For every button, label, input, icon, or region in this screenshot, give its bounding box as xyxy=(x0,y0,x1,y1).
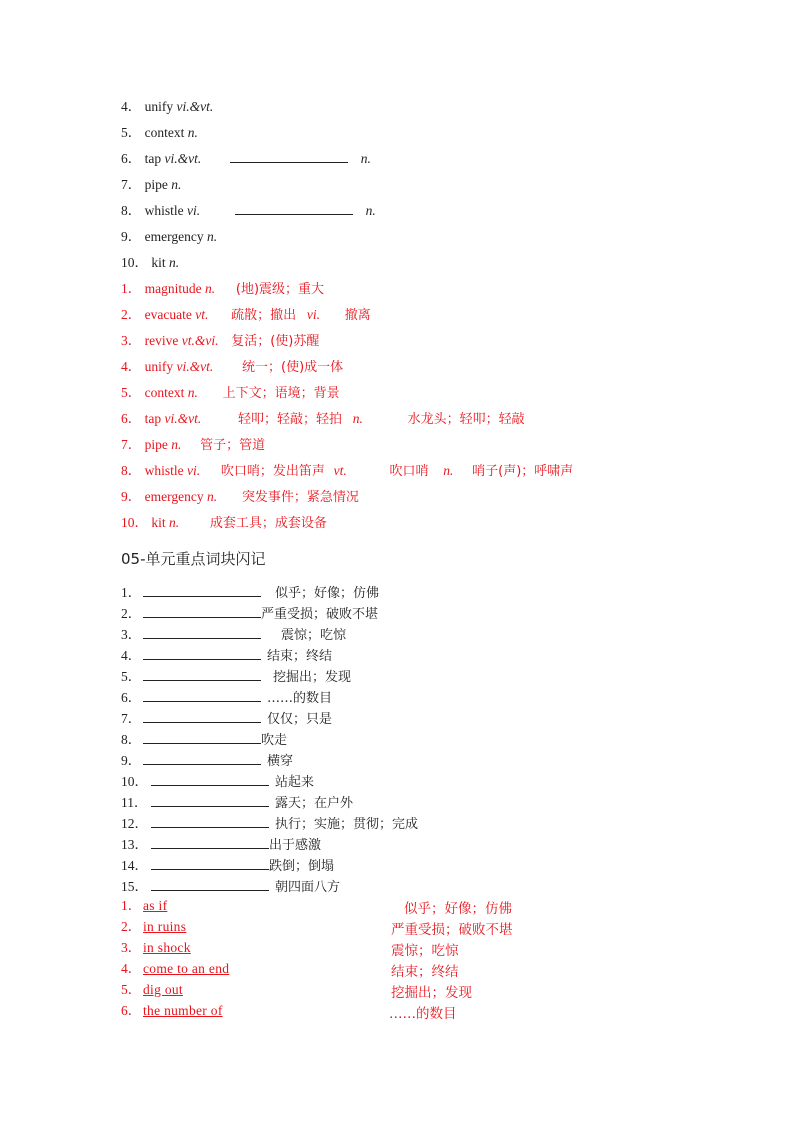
item-number: 7． xyxy=(121,437,142,452)
item-meaning: ……的数目 xyxy=(267,691,333,706)
phrase-answer-6 xyxy=(121,1002,223,1020)
vocab-question-5 xyxy=(121,124,198,142)
vocab-answer-9 xyxy=(121,488,359,507)
answer-blank[interactable] xyxy=(151,857,269,870)
phrase-question-14 xyxy=(121,857,334,876)
item-number: 10． xyxy=(121,255,148,270)
part-of-speech: n. xyxy=(169,515,180,530)
item-number: 14． xyxy=(121,858,148,873)
item-number: 6． xyxy=(121,411,142,426)
answer-blank[interactable] xyxy=(143,689,261,702)
item-meaning: 突发事件；紧急情况 xyxy=(241,490,359,505)
item-number: 10． xyxy=(121,515,148,530)
phrase-meaning: ……的数目 xyxy=(389,1006,457,1022)
part-of-speech: vi. xyxy=(306,307,320,322)
answer-blank[interactable] xyxy=(235,202,353,215)
item-meaning: 吹口哨；发出笛声 xyxy=(220,464,325,479)
item-number: 8． xyxy=(121,203,142,218)
item-number: 4． xyxy=(121,648,142,663)
item-meaning: 管子；管道 xyxy=(200,438,266,453)
item-meaning: 执行；实施；贯彻；完成 xyxy=(275,817,419,832)
item-meaning: 水龙头；轻叩；轻敲 xyxy=(407,412,525,427)
item-number: 8． xyxy=(121,732,142,747)
part-of-speech: n. xyxy=(205,281,216,296)
item-word: evacuate xyxy=(144,307,192,322)
item-meaning: 轻叩；轻敲；轻拍 xyxy=(238,412,343,427)
part-of-speech: n. xyxy=(187,385,198,400)
item-number: 8． xyxy=(121,463,142,478)
item-word: whistle xyxy=(144,463,184,478)
item-meaning: (地)震级；重大 xyxy=(235,282,325,297)
part-of-speech: vi.&vt. xyxy=(164,151,202,166)
vocab-question-4 xyxy=(121,98,213,116)
phrase-answer-3 xyxy=(121,939,191,957)
item-word: whistle xyxy=(144,203,184,218)
answer-blank[interactable] xyxy=(143,605,261,618)
item-meaning: 疏散；撤出 xyxy=(231,308,297,323)
item-number: 9． xyxy=(121,229,142,244)
item-number: 12． xyxy=(121,816,148,831)
phrase-text: in shock xyxy=(143,940,191,955)
vocab-question-8 xyxy=(121,202,376,220)
part-of-speech: n. xyxy=(171,437,182,452)
vocab-answer-8 xyxy=(121,462,573,481)
phrase-question-12 xyxy=(121,815,418,834)
item-meaning: 吹走 xyxy=(261,733,288,748)
part-of-speech: vi.&vt. xyxy=(164,411,202,426)
item-meaning: 露天；在户外 xyxy=(275,796,354,811)
item-number: 1． xyxy=(121,281,142,296)
phrase-meaning: 结束；终结 xyxy=(391,964,459,980)
phrase-answer-5 xyxy=(121,981,183,999)
item-meaning: 严重受损；破败不堪 xyxy=(261,607,379,622)
phrase-question-10 xyxy=(121,773,314,792)
item-number: 5． xyxy=(121,385,142,400)
phrase-meaning: 挖掘出；发现 xyxy=(391,985,472,1001)
item-word: context xyxy=(144,385,185,400)
phrase-question-11 xyxy=(121,794,353,813)
item-number: 2． xyxy=(121,919,142,934)
item-word: emergency xyxy=(144,229,204,244)
item-number: 7． xyxy=(121,177,142,192)
item-number: 9． xyxy=(121,753,142,768)
item-meaning: 吹口哨 xyxy=(389,464,429,479)
phrase-question-8 xyxy=(121,731,287,750)
item-meaning: 撤离 xyxy=(344,308,371,323)
answer-blank[interactable] xyxy=(151,794,269,807)
item-number: 3． xyxy=(121,940,142,955)
item-meaning: 仅仅；只是 xyxy=(267,712,333,727)
item-meaning: 上下文；语境；背景 xyxy=(222,386,340,401)
part-of-speech: vi.&vt. xyxy=(176,359,214,374)
phrase-question-7 xyxy=(121,710,332,729)
item-number: 2． xyxy=(121,307,142,322)
item-number: 1． xyxy=(121,585,142,600)
answer-blank[interactable] xyxy=(151,836,269,849)
item-word: kit xyxy=(151,255,166,270)
item-meaning: 结束；终结 xyxy=(267,649,333,664)
part-of-speech: n. xyxy=(169,255,180,270)
part-of-speech: vi. xyxy=(187,203,201,218)
item-word: tap xyxy=(144,411,162,426)
part-of-speech: vt. xyxy=(195,307,209,322)
item-number: 5． xyxy=(121,125,142,140)
answer-blank[interactable] xyxy=(230,150,348,163)
vocab-question-7 xyxy=(121,176,181,194)
part-of-speech: n. xyxy=(171,177,182,192)
item-meaning: 统一；(使)成一体 xyxy=(242,360,344,375)
part-of-speech: vt.&vi. xyxy=(181,333,219,348)
phrase-answer-2 xyxy=(121,918,186,936)
answer-blank[interactable] xyxy=(143,668,261,681)
vocab-question-6 xyxy=(121,150,371,168)
phrase-question-6 xyxy=(121,689,332,708)
item-number: 4． xyxy=(121,99,142,114)
phrase-question-4 xyxy=(121,647,332,666)
vocab-answer-6 xyxy=(121,410,525,429)
phrase-question-13 xyxy=(121,836,321,855)
item-number: 6． xyxy=(121,1003,142,1018)
answer-blank[interactable] xyxy=(143,584,261,597)
phrase-meaning: 震惊；吃惊 xyxy=(391,943,459,959)
answer-blank[interactable] xyxy=(151,815,269,828)
phrase-text: the number of xyxy=(143,1003,223,1018)
answer-blank[interactable] xyxy=(143,731,261,744)
phrase-question-9 xyxy=(121,752,293,771)
item-number: 6． xyxy=(121,690,142,705)
answer-blank[interactable] xyxy=(143,626,261,639)
part-of-speech: n. xyxy=(206,489,218,504)
part-of-speech: n. xyxy=(443,463,454,478)
item-meaning: 跌倒；倒塌 xyxy=(269,859,335,874)
item-number: 4． xyxy=(121,961,142,976)
item-meaning: 站起来 xyxy=(275,775,315,790)
vocab-answer-3 xyxy=(121,332,319,351)
item-word: revive xyxy=(144,333,179,348)
answer-blank[interactable] xyxy=(143,710,261,723)
item-number: 6． xyxy=(121,151,142,166)
item-number: 5． xyxy=(121,982,142,997)
phrase-question-15 xyxy=(121,878,340,897)
item-number: 3． xyxy=(121,333,142,348)
item-number: 5． xyxy=(121,669,142,684)
phrase-question-2 xyxy=(121,605,378,624)
item-meaning: 复活；(使)苏醒 xyxy=(231,334,320,349)
part-of-speech: vi.&vt. xyxy=(176,99,214,114)
item-number: 3． xyxy=(121,627,142,642)
vocab-answer-2 xyxy=(121,306,371,325)
phrase-text: in ruins xyxy=(143,919,187,934)
item-number: 15． xyxy=(121,879,148,894)
item-number: 11． xyxy=(121,795,148,810)
part-of-speech: vi. xyxy=(187,463,201,478)
section-title: 05-单元重点词块闪记 xyxy=(121,550,266,568)
item-meaning: 似乎；好像；仿佛 xyxy=(275,586,380,601)
item-number: 10． xyxy=(121,774,148,789)
vocab-answer-4 xyxy=(121,358,343,377)
phrase-answer-4 xyxy=(121,960,229,978)
item-number: 13． xyxy=(121,837,148,852)
item-meaning: 朝四面八方 xyxy=(275,880,341,895)
item-word: emergency xyxy=(144,489,204,504)
item-meaning: 震惊；吃惊 xyxy=(281,628,347,643)
item-word: pipe xyxy=(144,437,168,452)
vocab-question-9 xyxy=(121,228,217,246)
phrase-text: as if xyxy=(143,898,168,913)
item-number: 1． xyxy=(121,898,142,913)
part-of-speech: n. xyxy=(360,151,371,166)
item-word: unify xyxy=(144,99,174,114)
item-number: 4． xyxy=(121,359,142,374)
answer-blank[interactable] xyxy=(151,773,269,786)
part-of-speech: n. xyxy=(352,411,363,426)
phrase-text: dig out xyxy=(143,982,183,997)
part-of-speech: n. xyxy=(187,125,198,140)
item-number: 7． xyxy=(121,711,142,726)
part-of-speech: n. xyxy=(365,203,376,218)
item-word: unify xyxy=(144,359,174,374)
phrase-text: come to an end xyxy=(143,961,230,976)
item-meaning: 成套工具；成套设备 xyxy=(209,516,327,531)
item-word: kit xyxy=(151,515,166,530)
item-word: context xyxy=(144,125,185,140)
phrase-question-3 xyxy=(121,626,346,645)
item-word: magnitude xyxy=(144,281,202,296)
answer-blank[interactable] xyxy=(143,647,261,660)
item-meaning: 出于感激 xyxy=(269,838,322,853)
item-meaning: 横穿 xyxy=(267,754,294,769)
answer-blank[interactable] xyxy=(151,878,269,891)
phrase-answer-1 xyxy=(121,897,167,915)
phrase-question-1 xyxy=(121,584,379,603)
vocab-answer-1 xyxy=(121,280,324,299)
phrase-meaning: 严重受损；破败不堪 xyxy=(391,922,513,938)
vocab-answer-7 xyxy=(121,436,265,455)
phrase-question-5 xyxy=(121,668,351,687)
item-number: 2． xyxy=(121,606,142,621)
vocab-question-10 xyxy=(121,254,179,272)
part-of-speech: vt. xyxy=(333,463,347,478)
item-meaning: 挖掘出；发现 xyxy=(273,670,352,685)
vocab-answer-10 xyxy=(121,514,327,533)
item-word: tap xyxy=(144,151,162,166)
item-word: pipe xyxy=(144,177,168,192)
item-meaning: 哨子(声)；呼啸声 xyxy=(472,464,574,479)
vocab-answer-5 xyxy=(121,384,340,403)
item-number: 9． xyxy=(121,489,142,504)
phrase-meaning: 似乎；好像；仿佛 xyxy=(404,901,512,917)
part-of-speech: n. xyxy=(206,229,218,244)
answer-blank[interactable] xyxy=(143,752,261,765)
